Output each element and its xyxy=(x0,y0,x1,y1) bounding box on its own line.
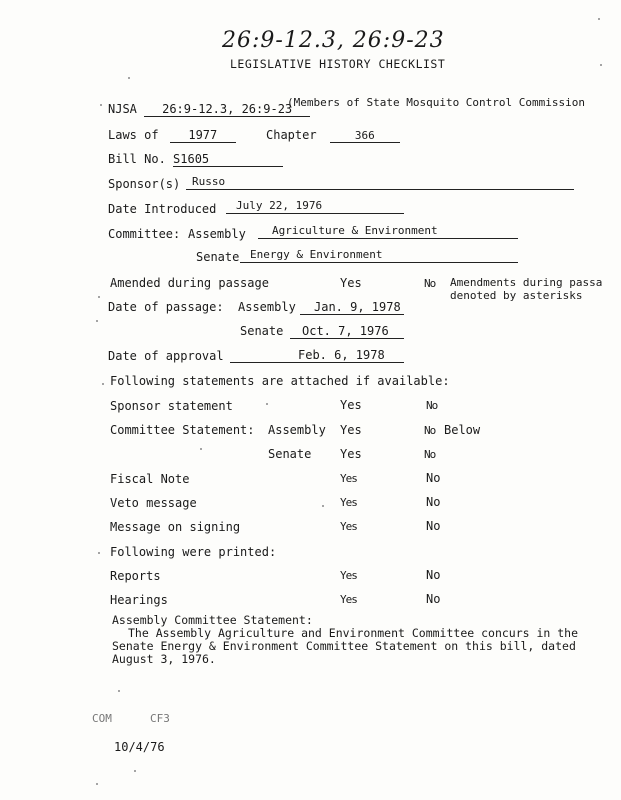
note-line3: August 3, 1976. xyxy=(112,652,216,666)
scan-speck xyxy=(102,383,104,385)
hearings-yes: Yes xyxy=(340,593,357,606)
sponsor-statement-label: Sponsor statement xyxy=(110,399,233,413)
veto-message-yes: Yes xyxy=(340,496,357,509)
chapter-value: 366 xyxy=(330,129,400,143)
bill-value: S1605 xyxy=(173,153,283,167)
veto-message-label: Veto message xyxy=(110,496,197,510)
committee-label: Committee: xyxy=(108,227,181,241)
scan-speck xyxy=(598,18,600,20)
passage-senate-line xyxy=(290,338,404,339)
sponsor-statement-yes: Yes xyxy=(340,398,362,412)
scan-speck xyxy=(322,505,324,507)
signing-message-label: Message on signing xyxy=(110,520,241,534)
reports-label: Reports xyxy=(110,569,161,583)
approval-value: Feb. 6, 1978 xyxy=(298,348,385,362)
amended-note-line1: Amendments during passa xyxy=(450,276,603,289)
faded-stamp: COM xyxy=(92,712,112,725)
committee-statement-senate-no: No xyxy=(424,448,436,461)
committee-statement-assembly-note: Below xyxy=(444,423,481,437)
signing-message-yes: Yes xyxy=(340,520,357,533)
amended-note-line2: denoted by asterisks xyxy=(450,289,583,302)
scan-speck xyxy=(600,64,602,66)
scan-speck xyxy=(96,320,98,322)
njsa-note: (Members of State Mosquito Control Commission xyxy=(287,96,586,109)
sponsor-label: Sponsor(s) xyxy=(108,177,181,191)
faded-stamp-2: CF3 xyxy=(150,712,170,725)
scan-speck xyxy=(98,552,100,554)
scan-speck xyxy=(100,104,102,106)
date-introduced-value: July 22, 1976 xyxy=(236,199,323,212)
passage-senate-label: Senate xyxy=(240,324,284,338)
committee-assembly-label: Assembly xyxy=(188,227,246,241)
senate-committee-value: Energy & Environment xyxy=(250,248,383,261)
scan-speck xyxy=(96,783,98,785)
scan-speck xyxy=(200,448,202,450)
bill-label: Bill No. xyxy=(108,152,166,166)
bill-row xyxy=(108,152,283,167)
page-title: LEGISLATIVE HISTORY CHECKLIST xyxy=(230,57,446,71)
laws-row xyxy=(108,128,236,143)
njsa-label: NJSA xyxy=(108,102,137,116)
handwritten-citation: 26:9-12.3, 26:9-23 xyxy=(222,28,445,53)
approval-label: Date of approval xyxy=(108,349,224,363)
laws-value: 1977 xyxy=(170,129,236,143)
fiscal-note-yes: Yes xyxy=(340,472,357,485)
committee-statement-label: Committee Statement: xyxy=(110,423,255,437)
chapter-label: Chapter xyxy=(266,128,317,142)
printed-heading: Following were printed: xyxy=(110,545,277,559)
date-introduced-line xyxy=(226,213,404,214)
reports-no: No xyxy=(426,568,441,582)
hearings-no: No xyxy=(426,592,441,606)
committee-statement-assembly-no: No xyxy=(424,424,436,437)
footer-date: 10/4/76 xyxy=(114,740,165,754)
laws-label: Laws of xyxy=(108,128,159,142)
note-line2: Senate Energy & Environment Committee Statement on this bill, dated xyxy=(112,639,576,653)
committee-statement-assembly-label: Assembly xyxy=(268,423,326,437)
fiscal-note-no: No xyxy=(426,471,441,485)
note-line1: The Assembly Agriculture and Environment Committee concurs in the xyxy=(128,626,579,640)
sponsor-statement-no: No xyxy=(426,399,438,412)
passage-assembly-label: Assembly xyxy=(238,300,296,314)
committee-statement-senate-label: Senate xyxy=(268,447,312,461)
njsa-row xyxy=(108,102,310,117)
sponsor-value: Russo xyxy=(192,175,226,188)
committee-statement-senate-yes: Yes xyxy=(340,447,362,461)
chapter-row xyxy=(266,128,400,143)
amended-yes: Yes xyxy=(340,276,362,290)
njsa-value: 26:9-12.3, 26:9-23 xyxy=(144,103,310,117)
signing-message-no: No xyxy=(426,519,441,533)
senate-committee-line xyxy=(240,262,518,263)
passage-assembly-value: Jan. 9, 1978 xyxy=(314,300,401,314)
scan-speck xyxy=(118,690,120,692)
scan-speck xyxy=(134,770,136,772)
passage-label: Date of passage: xyxy=(108,300,224,314)
hearings-label: Hearings xyxy=(110,593,168,607)
veto-message-no: No xyxy=(426,495,441,509)
date-introduced-label: Date Introduced xyxy=(108,202,217,216)
assembly-committee-value: Agriculture & Environment xyxy=(272,224,438,237)
passage-senate-value: Oct. 7, 1976 xyxy=(302,324,389,338)
amended-no: No xyxy=(424,277,436,290)
committee-senate-label: Senate xyxy=(196,250,240,264)
committee-statement-assembly-yes: Yes xyxy=(340,423,362,437)
note-heading: Assembly Committee Statement: xyxy=(112,613,313,627)
passage-assembly-line xyxy=(300,314,404,315)
amended-label: Amended during passage xyxy=(110,276,269,290)
statements-heading: Following statements are attached if available: xyxy=(110,374,450,388)
reports-yes: Yes xyxy=(340,569,357,582)
assembly-committee-line xyxy=(258,238,518,239)
fiscal-note-label: Fiscal Note xyxy=(110,472,190,486)
scan-speck xyxy=(266,403,268,405)
scan-speck xyxy=(98,296,100,298)
approval-line xyxy=(230,362,404,363)
sponsor-line xyxy=(186,189,574,190)
scan-speck xyxy=(128,77,130,79)
